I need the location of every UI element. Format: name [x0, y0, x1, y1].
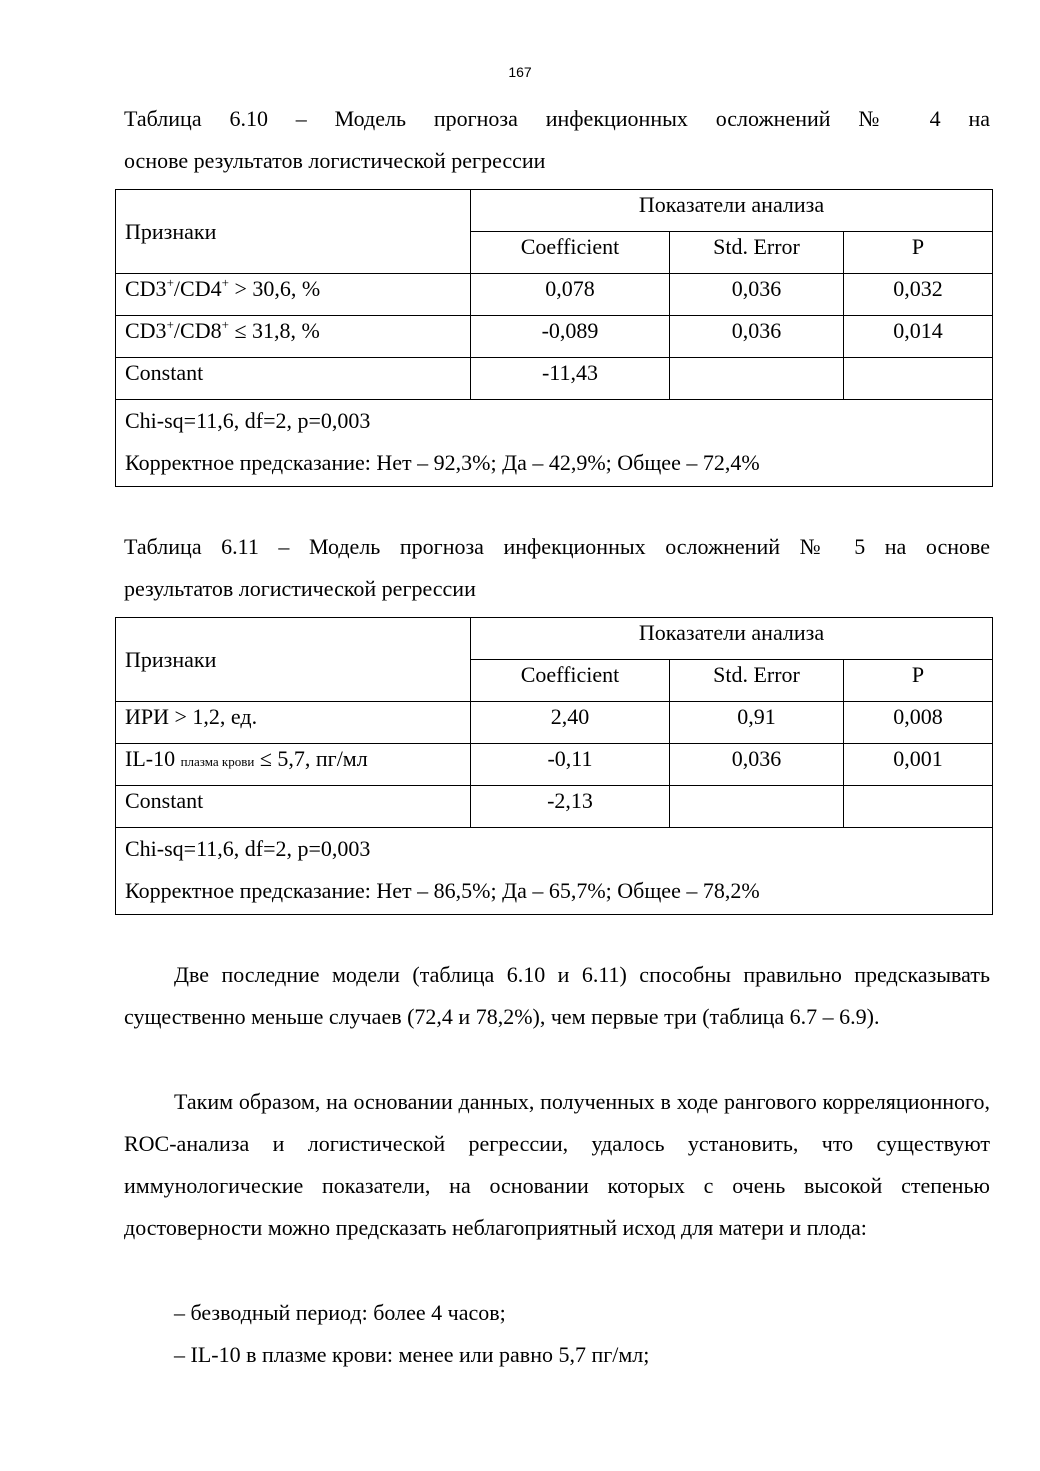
table1-row2-p: 0,014 — [844, 316, 993, 358]
table2-footer — [116, 828, 993, 915]
table1-caption-line2: основе результатов логистической регрессии — [124, 148, 546, 173]
table1-row2-coef: -0,089 — [471, 316, 670, 358]
table2-caption-line1: Таблица 6.11 – Модель прогноза инфекционных осложнений № 5 на основе — [124, 534, 990, 559]
table1-caption-line1: Таблица 6.10 – Модель прогноза инфекционных осложнений № 4 на — [124, 106, 990, 131]
table1-header-coef: Coefficient — [471, 232, 670, 274]
table-row — [116, 274, 993, 316]
table1-header-se: Std. Error — [670, 232, 844, 274]
table2-caption — [124, 526, 990, 610]
table1 — [115, 189, 993, 487]
table2-row1-coef: 2,40 — [471, 702, 670, 744]
table2-row3-se — [670, 786, 844, 828]
table1-row1-se: 0,036 — [670, 274, 844, 316]
table1-row1-coef: 0,078 — [471, 274, 670, 316]
paragraph-1: Две последние модели (таблица 6.10 и 6.11) способны правильно предсказывать существенно меньше случаев (72,4 и 78,2%), чем первые три (таблица 6.7 – 6.9). — [124, 962, 990, 1029]
table-row — [116, 744, 993, 786]
table2-row2-se: 0,036 — [670, 744, 844, 786]
table1-row3-feature: Constant — [116, 358, 471, 400]
page-number: 167 — [508, 64, 532, 80]
paragraph-2: Таким образом, на основании данных, полученных в ходе рангового корреляционного, ROC-анализа и логистической регрессии, удалось установить, что существуют иммунологические показатели, на основании которых с очень высокой степенью достоверности можно предсказать неблагоприятный исход для матери и плода: — [124, 1089, 990, 1240]
table1-row2-se: 0,036 — [670, 316, 844, 358]
table2-footer-prediction: Корректное предсказание: Нет – 86,5%; Да – 65,7%; Общее – 78,2% — [125, 878, 760, 903]
table1-header-p: P — [844, 232, 993, 274]
table2-header-group: Показатели анализа — [471, 618, 993, 660]
table2-row1-p: 0,008 — [844, 702, 993, 744]
table1-row3-coef: -11,43 — [471, 358, 670, 400]
table1-row1-p: 0,032 — [844, 274, 993, 316]
table1-caption — [124, 98, 990, 182]
table1-row3-p — [844, 358, 993, 400]
table1-header-group: Показатели анализа — [471, 190, 993, 232]
table2 — [115, 617, 993, 915]
list-item: – IL-10 в плазме крови: менее или равно 5,7 пг/мл; — [174, 1342, 650, 1367]
table2-row2-coef: -0,11 — [471, 744, 670, 786]
table1-footer-stats: Chi-sq=11,6, df=2, p=0,003 — [125, 408, 371, 433]
table2-caption-line2: результатов логистической регрессии — [124, 576, 476, 601]
table2-row2-feature: IL-10 плазма крови ≤ 5,7, пг/мл — [116, 744, 471, 786]
table1-row3-se — [670, 358, 844, 400]
table1-header-feature: Признаки — [116, 190, 471, 274]
table2-footer-stats: Chi-sq=11,6, df=2, p=0,003 — [125, 836, 371, 861]
table-row — [116, 358, 993, 400]
table-row — [116, 702, 993, 744]
table2-header-p: P — [844, 660, 993, 702]
table2-row3-feature: Constant — [116, 786, 471, 828]
table2-row3-coef: -2,13 — [471, 786, 670, 828]
table1-footer-prediction: Корректное предсказание: Нет – 92,3%; Да – 42,9%; Общее – 72,4% — [125, 450, 760, 475]
table2-header-feature: Признаки — [116, 618, 471, 702]
table2-header-coef: Coefficient — [471, 660, 670, 702]
table1-row1-feature: CD3+/CD4+ > 30,6, % — [116, 274, 471, 316]
table1-row2-feature: CD3+/CD8+ ≤ 31,8, % — [116, 316, 471, 358]
table-row — [116, 786, 993, 828]
table2-row1-feature: ИРИ > 1,2, ед. — [116, 702, 471, 744]
table2-header-se: Std. Error — [670, 660, 844, 702]
table2-row3-p — [844, 786, 993, 828]
table-row — [116, 316, 993, 358]
table2-row2-p: 0,001 — [844, 744, 993, 786]
table1-footer — [116, 400, 993, 487]
list-item: – безводный период: более 4 часов; — [174, 1300, 506, 1325]
table2-row1-se: 0,91 — [670, 702, 844, 744]
